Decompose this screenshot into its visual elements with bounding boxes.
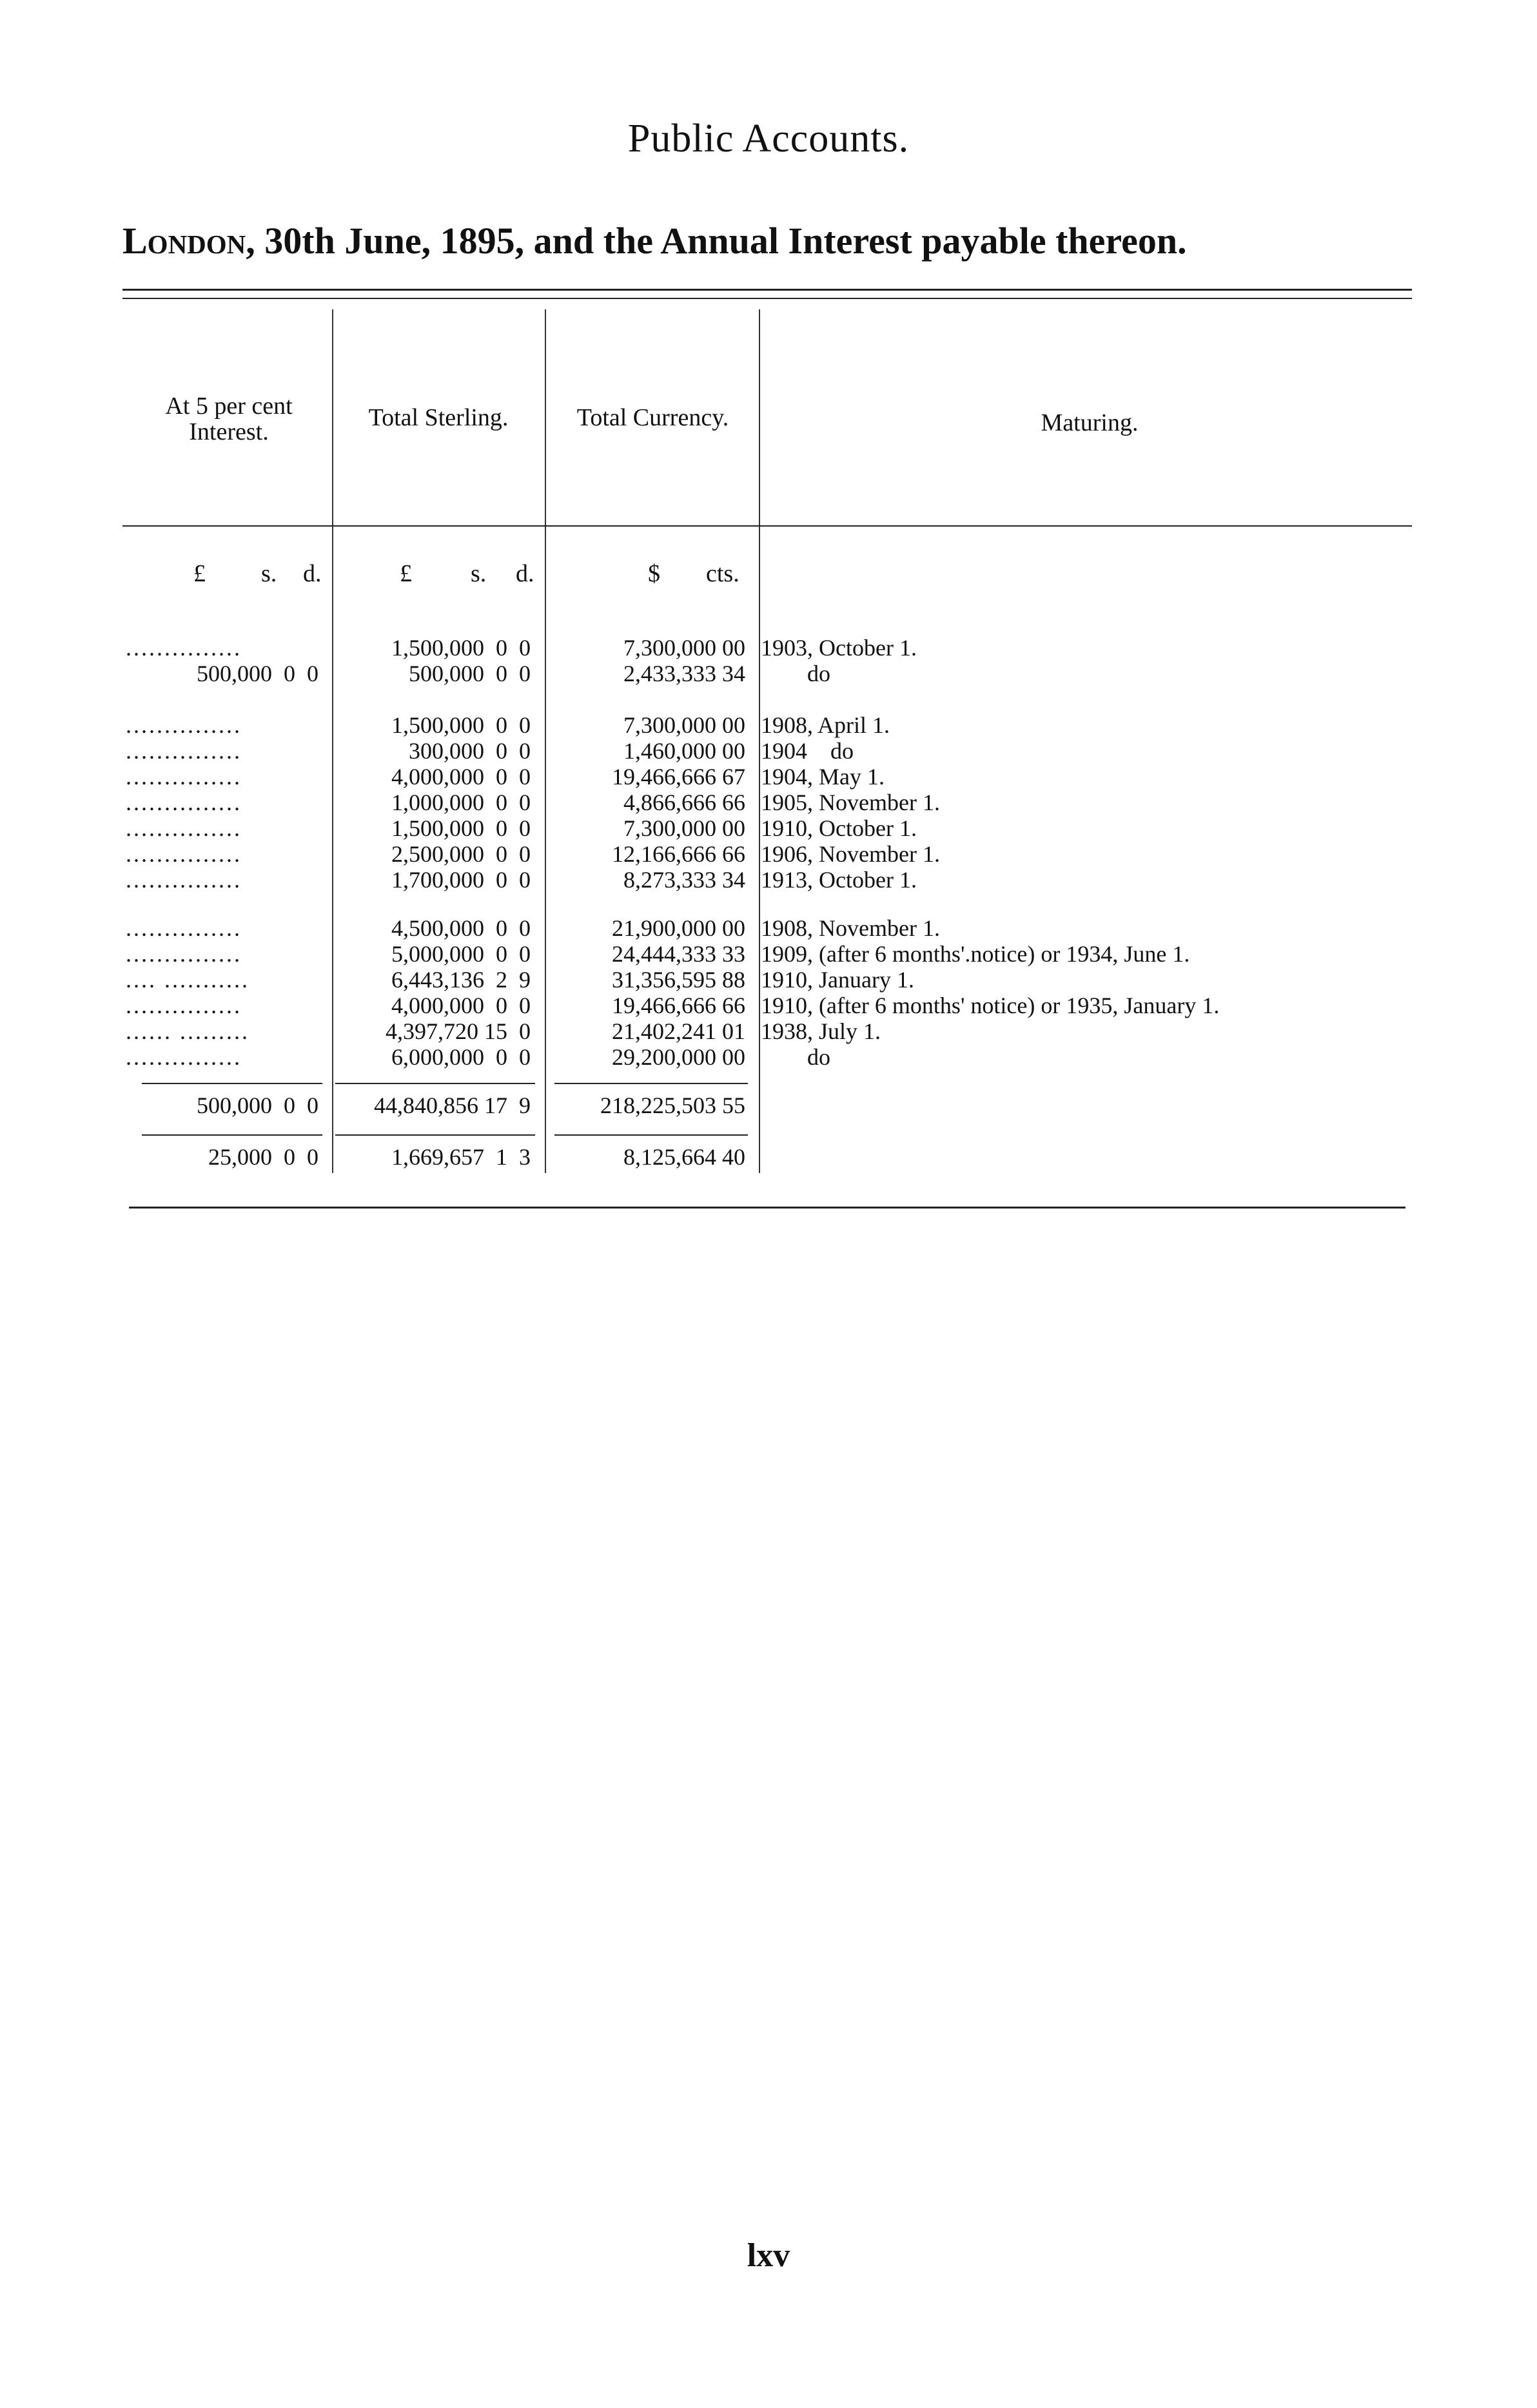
currency-cell: 1,460,000 00 xyxy=(623,738,745,764)
maturing-cell: 1906, November 1. xyxy=(761,841,940,867)
interest-cell: ...... ......... xyxy=(126,1018,250,1044)
sterling-cell: 4,000,000 0 0 xyxy=(391,993,531,1018)
sterling-cell: 1,700,000 0 0 xyxy=(391,867,531,893)
interest-cell: ............... xyxy=(126,841,242,867)
sterling-cell: 6,000,000 0 0 xyxy=(391,1044,531,1070)
maturing-cell: 1908, April 1. xyxy=(761,712,890,738)
total-sterling: 44,840,856 17 9 xyxy=(374,1092,531,1118)
currency-cell: 21,900,000 00 xyxy=(612,915,745,941)
currency-cell: 24,444,333 33 xyxy=(612,941,745,967)
unit-sterling-s: s. xyxy=(471,560,487,587)
currency-cell: 4,866,666 66 xyxy=(623,790,745,815)
interest-cell: ............... xyxy=(126,738,242,764)
currency-cell: 12,166,666 66 xyxy=(612,841,745,867)
currency-cell: 2,433,333 34 xyxy=(623,661,745,686)
unit-currency-dollar: $ xyxy=(648,560,660,587)
total-currency: 218,225,503 55 xyxy=(600,1092,745,1118)
bottom-rule xyxy=(129,1207,1405,1209)
maturing-cell: 1905, November 1. xyxy=(761,790,940,815)
top-rule-2 xyxy=(122,298,1412,299)
sterling-cell: 300,000 0 0 xyxy=(409,738,531,764)
maturing-cell: 1904 do xyxy=(761,738,854,764)
currency-cell: 7,300,000 00 xyxy=(623,815,745,841)
total-rule-sterling xyxy=(335,1083,535,1084)
interest-cell: ............... xyxy=(126,993,242,1018)
currency-cell: 29,200,000 00 xyxy=(612,1044,745,1070)
maturing-cell: do xyxy=(761,1044,830,1070)
currency-cell: 7,300,000 00 xyxy=(623,635,745,661)
currency-cell: 7,300,000 00 xyxy=(623,712,745,738)
interest-cell: ............... xyxy=(126,941,242,967)
col-separator-3 xyxy=(759,309,760,1173)
interest-cell: ............... xyxy=(126,1044,242,1070)
currency-cell: 19,466,666 67 xyxy=(612,764,745,790)
maturing-cell: 1909, (after 6 months'.notice) or 1934, June 1. xyxy=(761,941,1190,967)
interest-cell: ............... xyxy=(126,712,242,738)
header-rule xyxy=(122,525,1412,527)
subtitle-rest: , 30th June, 1895, and the Annual Interest payable thereon. xyxy=(246,220,1187,262)
col-separator-1 xyxy=(332,309,333,1173)
maturing-cell: 1904, May 1. xyxy=(761,764,885,790)
interest-cell: ............... xyxy=(126,915,242,941)
sterling-cell: 4,500,000 0 0 xyxy=(391,915,531,941)
maturing-cell: 1910, (after 6 months' notice) or 1935, January 1. xyxy=(761,993,1220,1018)
col-separator-2 xyxy=(545,309,546,1173)
sterling-cell: 2,500,000 0 0 xyxy=(391,841,531,867)
total-rule-currency xyxy=(554,1083,748,1084)
maturing-cell: 1908, November 1. xyxy=(761,915,940,941)
currency-cell: 8,273,333 34 xyxy=(623,867,745,893)
page-title: Public Accounts. xyxy=(627,117,910,160)
sterling-cell: 1,000,000 0 0 xyxy=(391,790,531,815)
maturing-cell: 1910, January 1. xyxy=(761,967,914,993)
units-row xyxy=(0,559,1537,588)
unit-interest-d: d. xyxy=(303,560,322,587)
sterling-cell: 1,500,000 0 0 xyxy=(391,635,531,661)
sterling-cell: 4,000,000 0 0 xyxy=(391,764,531,790)
interest-cell: ............... xyxy=(126,790,242,815)
currency-cell: 21,402,241 01 xyxy=(612,1018,745,1044)
header-interest: At 5 per cent Interest. xyxy=(165,393,293,445)
unit-currency-cts: cts. xyxy=(706,560,739,587)
page-subtitle xyxy=(122,219,1187,262)
unit-interest-s: s. xyxy=(261,560,277,587)
total-rule-interest xyxy=(142,1083,322,1084)
subtitle-city: London xyxy=(122,220,246,262)
annual-rule-interest xyxy=(142,1134,322,1136)
unit-sterling-d: d. xyxy=(516,560,534,587)
sterling-cell: 5,000,000 0 0 xyxy=(391,941,531,967)
sterling-cell: 6,443,136 2 9 xyxy=(391,967,531,993)
sterling-cell: 1,500,000 0 0 xyxy=(391,712,531,738)
page-number: lxv xyxy=(747,2237,790,2274)
annual-interest: 25,000 0 0 xyxy=(208,1144,318,1170)
header-maturing: Maturing. xyxy=(1041,409,1139,436)
header-sterling: Total Sterling. xyxy=(368,404,509,431)
interest-cell: ............... xyxy=(126,635,242,661)
interest-cell: ............... xyxy=(126,867,242,893)
total-interest: 500,000 0 0 xyxy=(197,1092,318,1118)
unit-interest-pound: £ xyxy=(193,560,206,587)
sterling-cell: 500,000 0 0 xyxy=(409,661,531,686)
interest-cell: 500,000 0 0 xyxy=(197,661,318,686)
maturing-cell: 1938, July 1. xyxy=(761,1018,881,1044)
interest-cell: ............... xyxy=(126,815,242,841)
top-rule xyxy=(122,289,1412,291)
unit-sterling-pound: £ xyxy=(400,560,412,587)
annual-rule-currency xyxy=(554,1134,748,1136)
currency-cell: 31,356,595 88 xyxy=(612,967,745,993)
sterling-cell: 1,500,000 0 0 xyxy=(391,815,531,841)
maturing-cell: do xyxy=(761,661,830,686)
annual-currency: 8,125,664 40 xyxy=(623,1144,745,1170)
header-currency: Total Currency. xyxy=(576,404,729,431)
maturing-cell: 1903, October 1. xyxy=(761,635,917,661)
annual-rule-sterling xyxy=(335,1134,535,1136)
interest-cell: .... ........... xyxy=(126,967,250,993)
annual-sterling: 1,669,657 1 3 xyxy=(391,1144,531,1170)
interest-cell: ............... xyxy=(126,764,242,790)
maturing-cell: 1913, October 1. xyxy=(761,867,917,893)
currency-cell: 19,466,666 66 xyxy=(612,993,745,1018)
maturing-cell: 1910, October 1. xyxy=(761,815,917,841)
sterling-cell: 4,397,720 15 0 xyxy=(386,1018,531,1044)
